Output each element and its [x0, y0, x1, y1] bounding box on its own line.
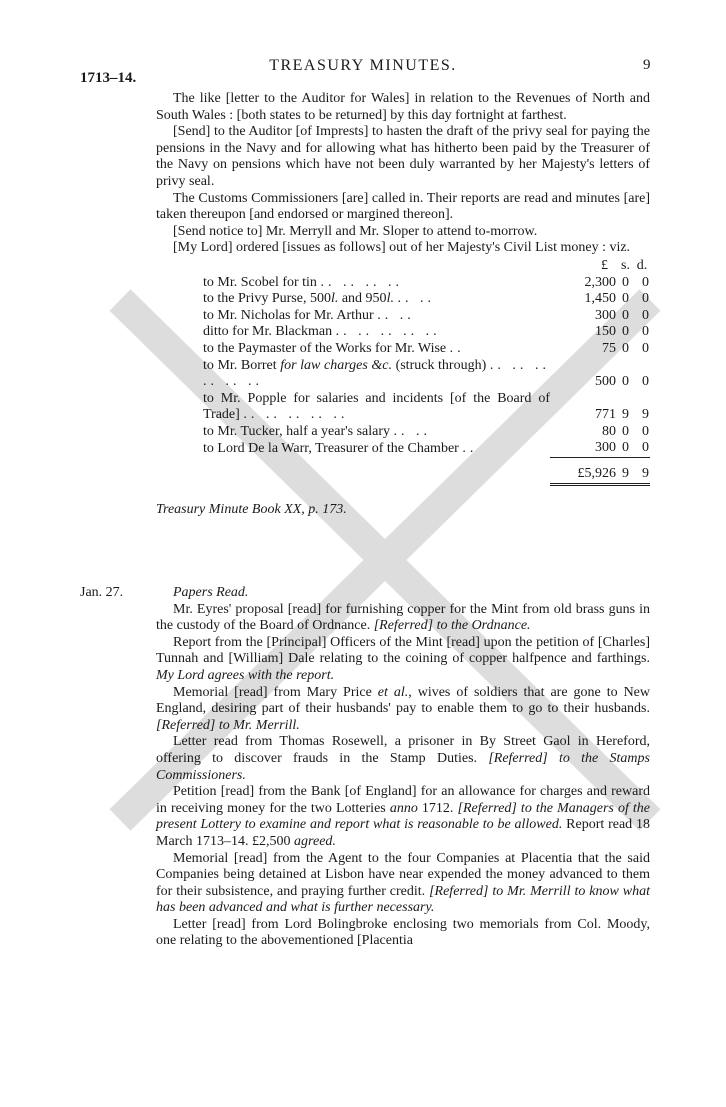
leader-dots: .. ..	[393, 423, 432, 439]
payments-total-row	[156, 458, 650, 483]
paragraph-text: Mr. Eyres' proposal [read] for furnishing copper for the Mint from old brass guns in the custody of the Board of Ordnance.	[156, 601, 650, 634]
payment-description: to Mr. Popple for salaries and incidents [of the Board of Trade]	[203, 390, 550, 423]
section-heading	[156, 585, 650, 602]
payment-pence: 0	[642, 307, 649, 323]
payment-pence: 0	[642, 423, 649, 439]
payment-pence: 0	[642, 340, 649, 356]
total-double-rule-row	[156, 483, 650, 490]
paragraph-italic: et al.	[377, 684, 409, 700]
paragraph: Letter [read] from Lord Bolingbroke enclosing two memorials from Col. Moody, one relating to the abovementioned [Placentia	[156, 916, 650, 949]
payment-row	[156, 358, 650, 391]
paragraph: The like [letter to the Auditor for Wales] in relation to the Revenues of North and South Wales : [both states to be returned] by this day fortnight at farthest.	[156, 91, 650, 123]
payment-pence: 0	[642, 274, 649, 290]
payment-pounds: 80	[602, 423, 616, 439]
payment-pence: 9	[642, 407, 649, 423]
paragraph	[156, 602, 650, 635]
payment-description: to Lord De la Warr, Treasurer of the Chamber	[203, 440, 459, 456]
payment-pounds: 300	[595, 307, 616, 323]
payments-table	[156, 258, 650, 490]
leader-dots: ..	[462, 440, 478, 456]
payment-shillings: 9	[622, 407, 629, 423]
paragraph-italic: [Referred] to Mr. Merrill.	[156, 717, 300, 733]
paragraph-text: 1712.	[417, 800, 458, 816]
payment-description: to Mr. Tucker, half a year's salary	[203, 423, 391, 439]
payment-description: ditto for Mr. Blackman	[203, 324, 333, 340]
payment-description-cont: (struck through)	[391, 357, 487, 373]
paragraph-text: Report from the [Principal] Officers of the Mint [read] upon the petition of [Charles] Tunnah and [William] Dale relating to the coining of copper halfpence and farthings.	[156, 634, 650, 667]
paragraph: [Send] to the Auditor [of Imprests] to hasten the draft of the privy seal for paying the pensions in the Navy and for allowing what has hitherto been paid by the Treasurer of the Navy on pensions which have not been duly warranted by her Majesty's letters of privy seal.	[156, 124, 650, 189]
double-rule	[550, 483, 650, 490]
leader-dots: .. ..	[377, 307, 415, 323]
payment-row	[156, 308, 650, 325]
paragraph-italic: [Referred] to the Ordnance.	[373, 618, 531, 634]
source-reference: Treasury Minute Book XX, p. 173.	[156, 501, 347, 517]
paragraph	[156, 851, 650, 917]
payment-shillings: 0	[622, 423, 629, 439]
paragraph-text: Memorial [read] from Mary Price	[173, 684, 378, 700]
payment-pounds: 75	[602, 340, 616, 356]
paragraph: [My Lord] ordered [issues as follows] out of her Majesty's Civil List money : viz.	[173, 240, 631, 256]
payment-description: to Mr. Nicholas for Mr. Arthur	[203, 307, 374, 323]
payment-row	[156, 391, 650, 424]
payments-header-row	[156, 258, 650, 275]
page-header	[0, 57, 726, 86]
payment-description: to Mr. Borret	[203, 357, 281, 373]
payment-description: to Mr. Scobel for tin	[203, 274, 317, 290]
total-shillings: 9	[616, 458, 635, 483]
paragraph: [Send notice to] Mr. Merryll and Mr. Sloper to attend to-morrow.	[173, 223, 538, 239]
paragraph-text: Petition [read] from the Bank [of England] for an allowance for charges and reward in receiving money for the two Lotteries	[156, 784, 650, 816]
payment-row	[156, 291, 650, 308]
payment-row	[156, 440, 650, 457]
payment-description-italic: l.	[330, 291, 339, 307]
leader-dots: .. .. .. .. ..	[243, 407, 349, 423]
header-title: TREASURY MINUTES.	[269, 57, 457, 74]
payment-pounds: 150	[595, 324, 616, 340]
payment-shillings: 0	[622, 324, 629, 340]
payment-pounds: 2,300	[584, 274, 616, 290]
total-pounds: £5,926	[550, 458, 616, 483]
leader-dots: ..	[449, 340, 465, 356]
paragraph-italic: My Lord agrees with the report.	[156, 667, 335, 683]
paragraph	[156, 635, 650, 685]
paragraph-text: Memorial [read] from the Agent to the four Companies at Placentia that the said Companies being detained at Lisbon have near expended the money advanced to them for their subsistence, and praying further credit.	[156, 850, 650, 899]
payment-row	[156, 341, 650, 358]
payment-pence: 0	[642, 374, 649, 390]
payment-pence: 0	[642, 324, 649, 340]
payment-shillings: 0	[622, 440, 629, 456]
payment-description: to the Privy Purse, 500	[203, 291, 331, 307]
header-date-range: 1713–14.	[80, 70, 137, 86]
leader-dots: .. .. .. .. .. ..	[203, 357, 551, 390]
payment-shillings: 0	[622, 274, 629, 290]
col-pounds: £	[601, 257, 608, 273]
header-page-number: 9	[643, 57, 651, 73]
payment-row	[156, 275, 650, 292]
payment-row	[156, 424, 650, 441]
payment-shillings: 0	[622, 291, 629, 307]
paragraph-text: Letter read from Thomas Rosewell, a prisoner in By Street Gaol in Hereford, offering to discover frauds in the Stamp Duties.	[156, 734, 650, 766]
block-1713-14	[156, 91, 650, 518]
payment-shillings: 0	[622, 340, 629, 356]
payment-description: to the Paymaster of the Works for Mr. Wise	[203, 340, 447, 356]
paragraph	[156, 784, 650, 850]
margin-date-jan-27: Jan. 27.	[80, 585, 124, 600]
total-pence: 9	[635, 458, 650, 483]
block-jan-27	[156, 585, 650, 950]
paragraph	[156, 685, 650, 735]
payment-pounds: 500	[595, 374, 616, 390]
leader-dots: .. .. .. ..	[320, 274, 403, 290]
paragraph-italic: agreed.	[294, 833, 336, 849]
paragraph-italic: [Referred] to the Stamps Commissioners.	[156, 750, 650, 783]
paragraph-italic: anno	[389, 800, 418, 816]
leader-dots: .. ..	[397, 291, 435, 307]
papers-read-heading: Papers Read.	[173, 585, 249, 600]
paragraph-text: , wives of soldiers that are gone to New England, desiring part of their husbands' pay to enable them to go to their husbands.	[156, 684, 650, 717]
payment-description-cont: and 950	[338, 291, 387, 307]
paragraph-italic: [Referred] to the Managers of the present Lottery to examine and report what is reasonable to be allowed.	[156, 800, 651, 833]
paragraph	[156, 734, 650, 784]
payment-description-italic: for law charges &c.	[280, 357, 392, 373]
leader-dots: .. .. .. .. ..	[335, 324, 441, 340]
payment-pounds: 300	[595, 440, 616, 456]
payment-description-italic: l.	[386, 291, 394, 307]
payment-pence: 0	[642, 291, 649, 307]
payment-shillings: 0	[622, 307, 629, 323]
payment-pounds: 1,450	[584, 291, 616, 307]
paragraph-italic: [Referred] to Mr. Merrill to know what has been advanced and what is further necessary.	[156, 883, 650, 916]
payment-shillings: 0	[622, 374, 629, 390]
payment-row	[156, 324, 650, 341]
col-pence: d.	[636, 257, 648, 273]
paragraph: The Customs Commissioners [are] called in. Their reports are read and minutes [are] taken thereupon [and endorsed or margined thereon].	[156, 190, 650, 223]
paragraph-text: Report read 18 March 1713–14. £2,500	[156, 817, 650, 849]
payment-pence: 0	[642, 440, 649, 456]
payment-pounds: 771	[595, 407, 616, 423]
col-shillings: s.	[621, 257, 630, 273]
